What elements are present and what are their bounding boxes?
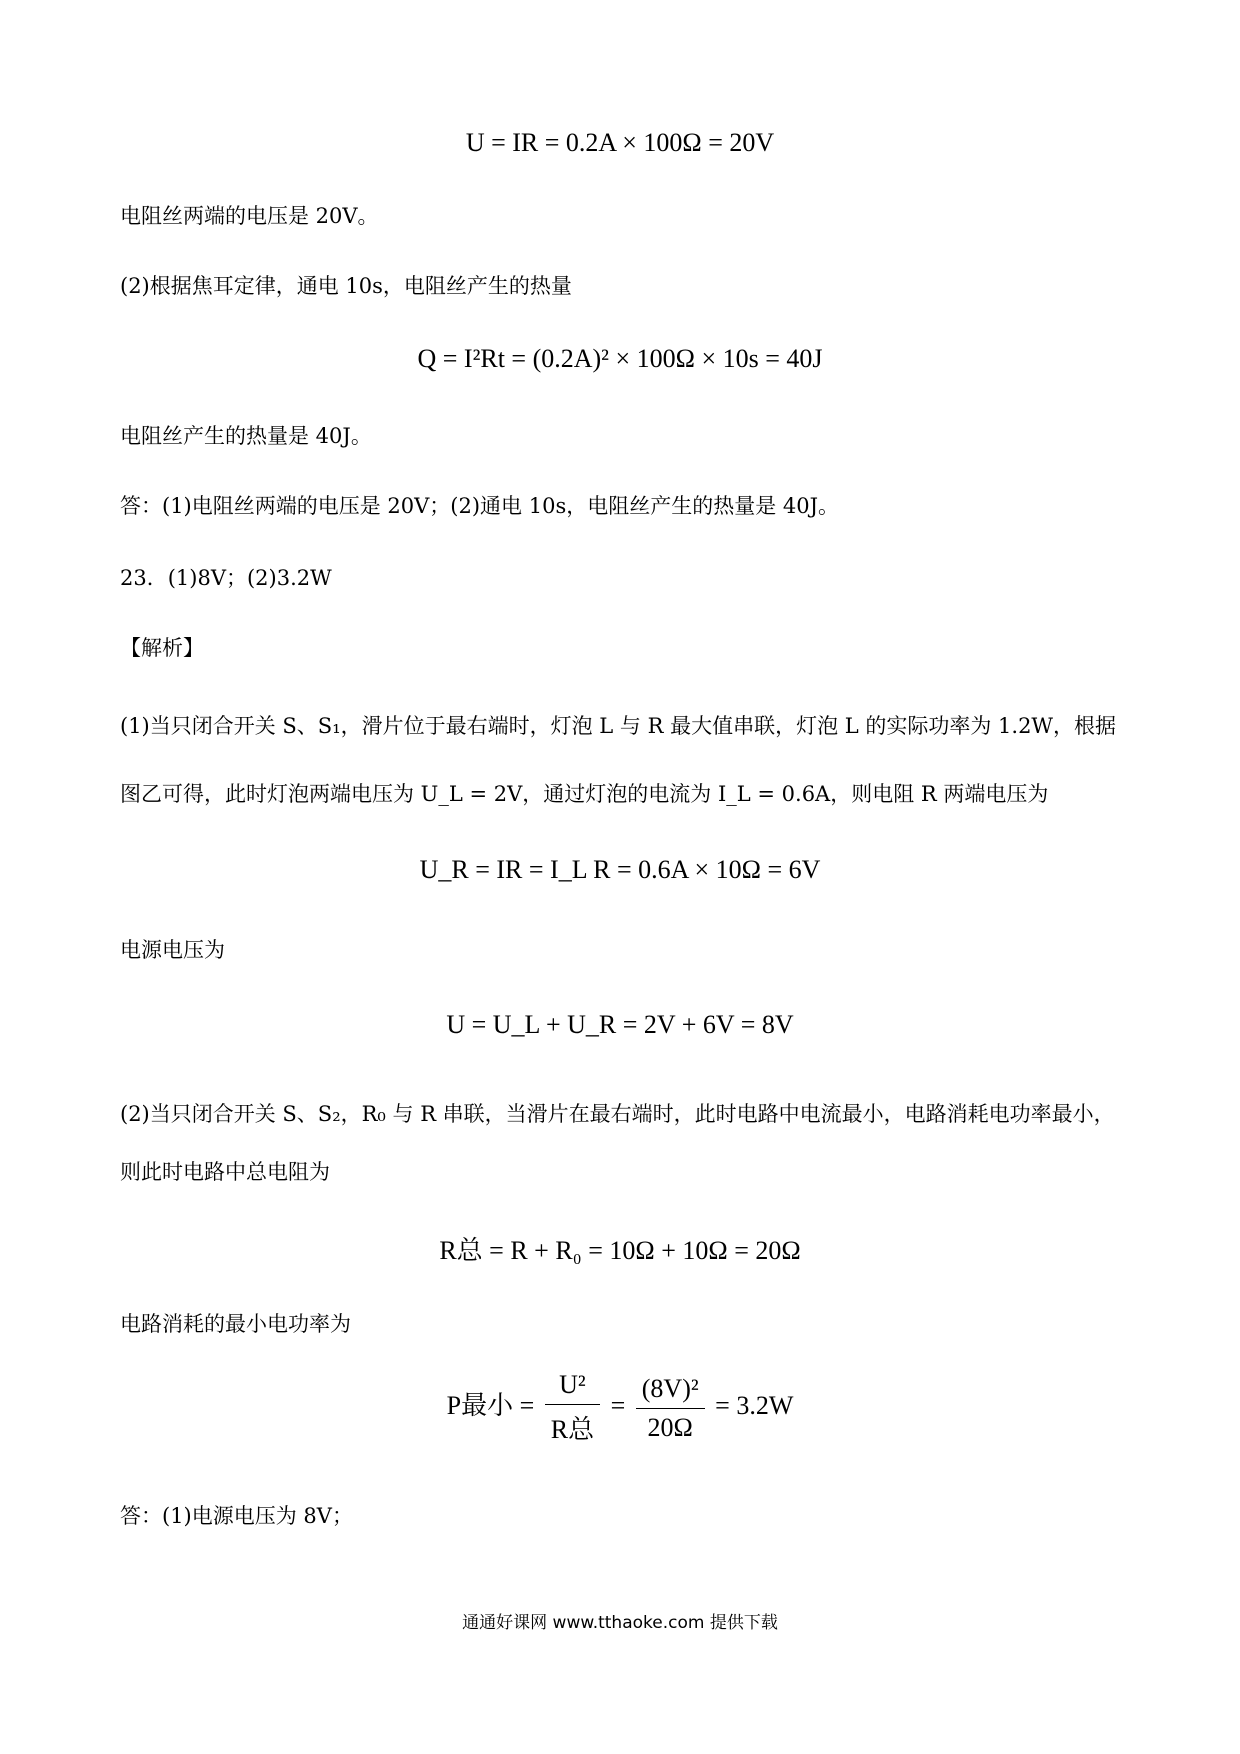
equation-lhs: P最小 = <box>446 1390 535 1420</box>
equation-resistor-voltage: U_R = IR = I_L R = 0.6A × 10Ω = 6V <box>419 855 821 884</box>
text-line: 则此时电路中总电阻为 <box>120 1160 330 1184</box>
equation-heat: Q = I²Rt = (0.2A)² × 100Ω × 10s = 40J <box>417 344 823 373</box>
text-line: 电路消耗的最小电功率为 <box>120 1312 351 1336</box>
fraction-denominator: 20Ω <box>647 1412 693 1442</box>
equation-voltage: U = IR = 0.2A × 100Ω = 20V <box>465 128 775 157</box>
fraction-denominator: R总 <box>550 1415 595 1444</box>
equals-sign: = <box>610 1390 626 1420</box>
fraction-values <box>636 1374 705 1443</box>
equation-rhs: = 3.2W <box>715 1390 794 1420</box>
text-line: (2)当只闭合开关 S、S₂，R₀ 与 R 串联，当滑片在最右端时，此时电路中电流最小，电路消耗电功率最小， <box>120 1102 1115 1126</box>
page-footer: 通通好课网 www.tthaoke.com 提供下载 <box>462 1613 778 1633</box>
text-line: (2)根据焦耳定律，通电 10s，电阻丝产生的热量 <box>120 274 572 298</box>
equation-source-voltage: U = U_L + U_R = 2V + 6V = 8V <box>446 1010 794 1039</box>
fraction-numerator: U² <box>545 1370 600 1405</box>
fraction-numerator: (8V)² <box>636 1374 705 1409</box>
answer-line: 答：(1)电阻丝两端的电压是 20V；(2)通电 10s，电阻丝产生的热量是 40J。 <box>120 494 840 518</box>
text-line: (1)当只闭合开关 S、S₁，滑片位于最右端时，灯泡 L 与 R 最大值串联，灯泡 L 的实际功率为 1.2W，根据 <box>120 714 1117 738</box>
fraction-u-squared-over-r <box>545 1370 600 1446</box>
text-line: 电源电压为 <box>120 938 225 962</box>
answer-line: 答：(1)电源电压为 8V； <box>120 1504 353 1528</box>
text-line: 电阻丝两端的电压是 20V。 <box>120 204 379 228</box>
text-line: 图乙可得，此时灯泡两端电压为 U_L = 2V，通过灯泡的电流为 I_L = 0.6A，则电阻 R 两端电压为 <box>120 782 1049 806</box>
text-line: 电阻丝产生的热量是 40J。 <box>120 424 372 448</box>
equation-total-resistance: R总 = R + R₀ = 10Ω + 10Ω = 20Ω <box>439 1236 801 1265</box>
question-number-line: 23．(1)8V；(2)3.2W <box>120 566 332 590</box>
equation-min-power <box>0 1370 1240 1446</box>
analysis-heading: 【解析】 <box>120 636 204 660</box>
